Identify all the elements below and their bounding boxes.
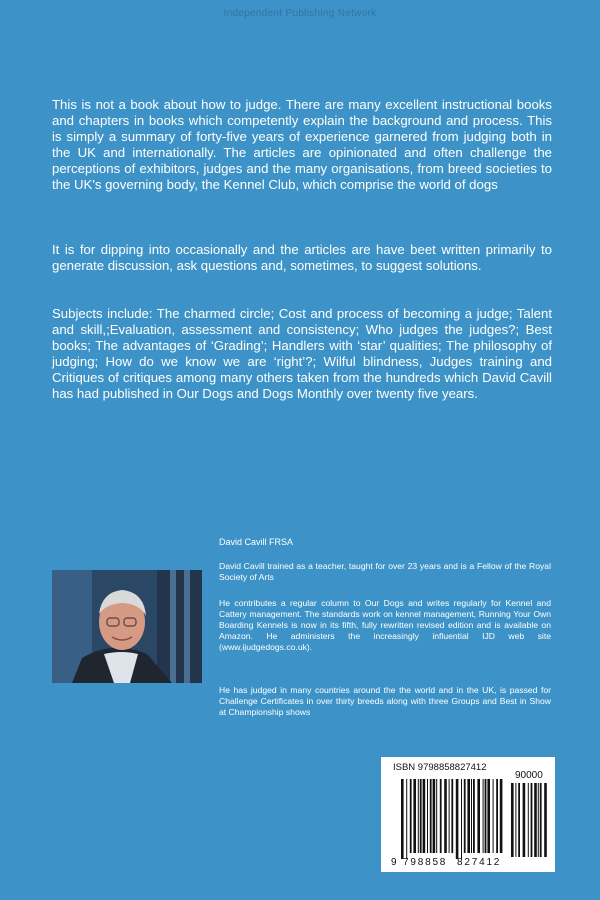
isbn-label: ISBN 9798858827412 <box>393 762 487 773</box>
barcode-bar <box>523 783 526 857</box>
barcode-bar <box>528 783 529 857</box>
publisher-line: Independent Publishing Network <box>223 8 377 19</box>
barcode-bar <box>410 779 412 853</box>
barcode-bar <box>427 779 428 853</box>
barcode-bar <box>449 779 450 853</box>
barcode-left-digits: 798858 <box>403 857 448 868</box>
barcode-first-digit: 9 <box>391 857 397 868</box>
barcode-bar <box>518 783 520 857</box>
barcode-bar <box>444 779 447 853</box>
barcode-bar <box>515 783 516 857</box>
barcode-bar <box>487 779 490 853</box>
author-name: David Cavill FRSA <box>219 537 294 547</box>
author-bio-paragraph-2: He contributes a regular column to Our Dogs and writes regularly for Kennel and Cattery management. The standards work on kennel management, Running Your Own Boarding Kennels is now in its fifth, fully rewritten revised edition and is available on Amazon. He administers the increasingly influential IJD web site (www.ijudgedogs.co.uk). <box>219 598 551 652</box>
barcode-bar <box>430 779 432 853</box>
barcode-bar <box>531 783 533 857</box>
barcode-bar <box>418 779 419 853</box>
barcode-bar <box>461 779 462 859</box>
barcode-bar <box>471 779 472 853</box>
blurb-paragraph-2: It is for dipping into occasionally and the articles are have beet written primarily to generate discussion, ask questions and, sometimes, to suggest solutions. <box>52 242 552 273</box>
ean13-bars <box>401 779 502 859</box>
blurb-paragraph-1: This is not a book about how to judge. There are many excellent instructional books and chapters in books which competently explain the background and process. This is simply a summary of forty-five years of experience garnered from judging both in the UK and internationally. The articles are opinionated and often challenge the perceptions of exhibitors, judges and the many organisations, from breed societies to the UK's governing body, the Kennel Club, which comprise the world of dogs <box>52 97 552 192</box>
barcode-bar <box>423 779 426 853</box>
barcode-bar <box>540 783 542 857</box>
author-portrait-image <box>52 570 202 683</box>
barcode-bar <box>413 779 416 853</box>
price-addon-bars <box>511 783 547 857</box>
author-bio-paragraph-3: He has judged in many countries around the the world and in the UK, is passed for Challenge Certificates in over thirty breeds along with three Groups and Best in Show at Championship shows <box>219 685 551 717</box>
barcode-bar <box>420 779 422 853</box>
barcode-bar <box>534 783 537 857</box>
barcode-bar <box>485 779 487 853</box>
barcode-bar <box>401 779 404 859</box>
barcode-right-digits: 827412 <box>457 857 502 868</box>
barcode-bar <box>473 779 475 853</box>
barcode-bar <box>436 779 437 853</box>
isbn-barcode <box>381 757 555 872</box>
barcode-graphic <box>381 757 555 872</box>
blurb-paragraph-3: Subjects include: The charmed circle; Cost and process of becoming a judge; Talent and skill,;Evaluation, assessment and consistency; Who judges the judges?; Best books; The advantages of ‘Grading’; Handlers with ‘star’ qualities; The philosophy of judging; How do we know we are ‘right’?; Wilful blindness, Judges training and Critiques of critiques among many others taken from the hundreds which David Cavill has had published in Our Dogs and Dogs Monthly over twenty five years. <box>52 306 552 401</box>
barcode-price-code: 90000 <box>515 770 543 781</box>
barcode-bar <box>496 779 498 853</box>
barcode-bar <box>477 779 480 853</box>
barcode-bar <box>451 779 453 853</box>
barcode-bar <box>511 783 514 857</box>
barcode-bar <box>433 779 436 853</box>
barcode-bar <box>493 779 494 853</box>
barcode-bar <box>440 779 442 853</box>
barcode-bar <box>456 779 459 859</box>
barcode-bar <box>500 779 503 853</box>
barcode-bar <box>406 779 407 859</box>
barcode-bar <box>538 783 539 857</box>
barcode-bar <box>483 779 484 853</box>
author-bio-paragraph-1: David Cavill trained as a teacher, taught for over 23 years and is a Fellow of the Royal Society of Arts <box>219 561 551 582</box>
author-photo <box>52 570 202 683</box>
barcode-bar <box>544 783 547 857</box>
barcode-bar <box>464 779 466 853</box>
barcode-bar <box>467 779 470 853</box>
